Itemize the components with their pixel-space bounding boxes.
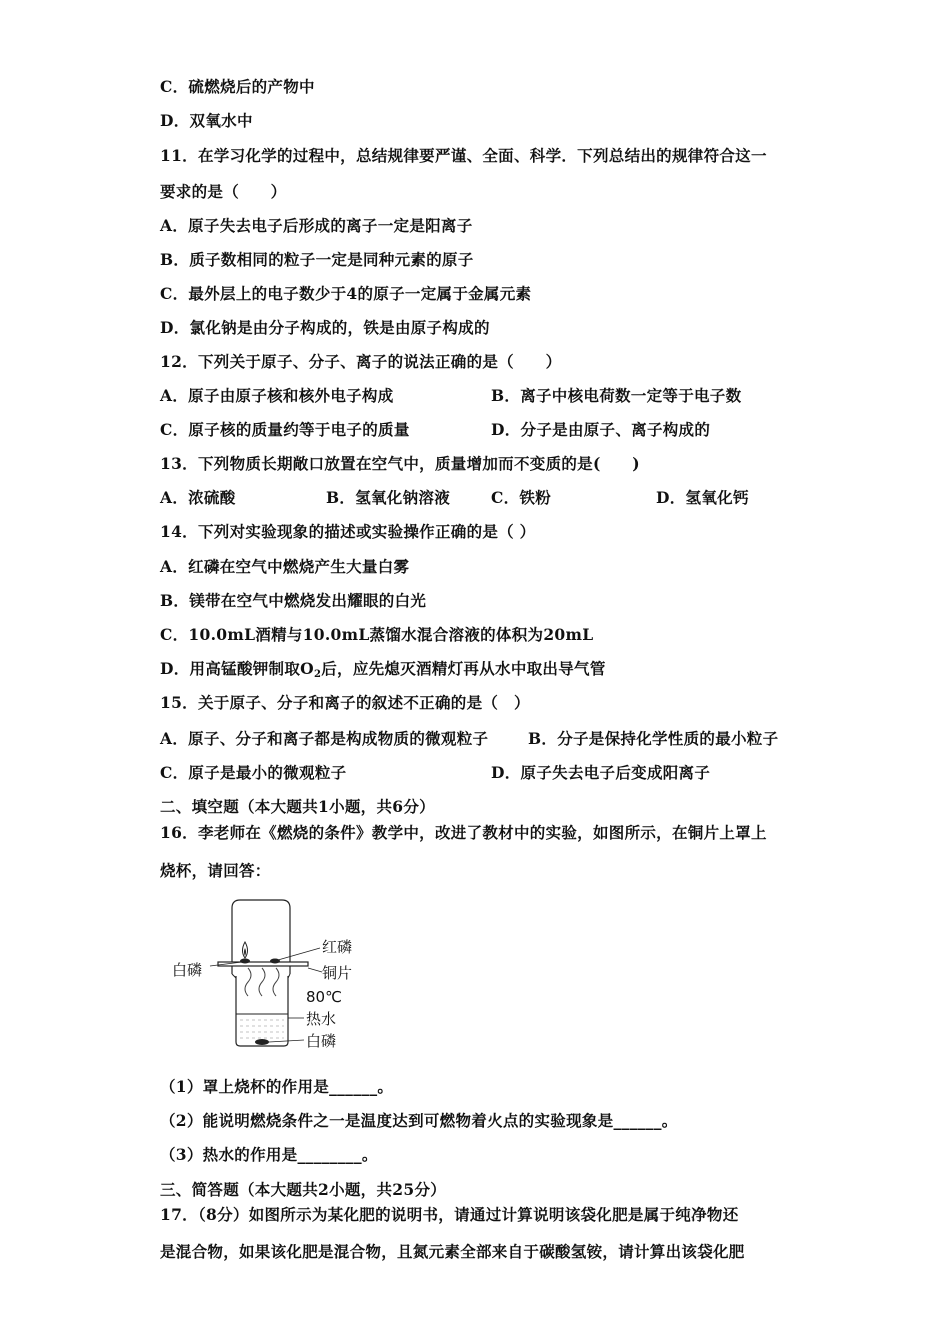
q14-option-d-subscript: 2 <box>313 669 322 680</box>
label-hot-water: 热水 <box>306 1010 337 1028</box>
question-16-stem-cont: 烧杯，请回答： <box>160 861 271 880</box>
q15-option-a: A．原子、分子和离子都是构成物质的微观粒子 <box>160 729 489 748</box>
section-3-heading: 三、简答题（本大题共2小题，共25分） <box>160 1180 447 1199</box>
question-13-stem: 13．下列物质长期敞口放置在空气中，质量增加而不变质的是( ) <box>160 454 640 473</box>
q15-option-c: C．原子是最小的微观粒子 <box>160 763 347 782</box>
label-white-phosphorus-bottom: 白磷 <box>306 1032 337 1050</box>
q11-option-c: C．最外层上的电子数少于4的原子一定属于金属元素 <box>160 284 532 303</box>
section-2-heading: 二、填空题（本大题共1小题，共6分） <box>160 797 435 816</box>
question-15-stem: 15．关于原子、分子和离子的叙述不正确的是（ ） <box>160 693 530 712</box>
label-copper-plate: 铜片 <box>322 964 353 982</box>
q12-option-c: C．原子核的质量约等于电子的质量 <box>160 420 410 439</box>
question-16-part-3: （3）热水的作用是________。 <box>160 1145 378 1164</box>
option-d-line: D．双氧水中 <box>160 111 253 130</box>
label-red-phosphorus: 红磷 <box>322 938 353 956</box>
option-c-line: C．硫燃烧后的产物中 <box>160 77 315 96</box>
question-16-part-2: （2）能说明燃烧条件之一是温度达到可燃物着火点的实验现象是______。 <box>160 1111 678 1130</box>
question-14-stem: 14．下列对实验现象的描述或实验操作正确的是（ ） <box>160 522 536 541</box>
question-12-stem: 12．下列关于原子、分子、离子的说法正确的是（ ） <box>160 352 562 371</box>
q14-option-d-pre: D．用高锰酸钾制取O <box>160 659 314 678</box>
q13-option-d: D．氢氧化钙 <box>656 488 749 507</box>
q11-option-d: D．氯化钠是由分子构成的，铁是由原子构成的 <box>160 318 490 337</box>
q15-option-b: B．分子是保持化学性质的最小粒子 <box>528 729 779 748</box>
label-temperature: 80℃ <box>306 988 342 1006</box>
question-17-stem-cont: 是混合物，如果该化肥是混合物，且氮元素全部来自于碳酸氢铵，请计算出该袋化肥 <box>160 1242 745 1261</box>
combustion-experiment-figure <box>170 896 370 1058</box>
q14-option-d <box>160 659 606 685</box>
q13-option-a: A．浓硫酸 <box>160 488 236 507</box>
q12-option-a: A．原子由原子核和核外电子构成 <box>160 386 394 405</box>
question-17-stem: 17．（8分）如图所示为某化肥的说明书，请通过计算说明该袋化肥是属于纯净物还 <box>160 1205 739 1224</box>
q14-option-c: C．10.0mL酒精与10.0mL蒸馏水混合溶液的体积为20mL <box>160 625 594 644</box>
question-16-stem: 16．李老师在《燃烧的条件》教学中，改进了教材中的实验，如图所示，在铜片上罩上 <box>160 823 767 842</box>
q14-option-d-post: 后，应先熄灭酒精灯再从水中取出导气管 <box>321 659 606 678</box>
q12-option-b: B．离子中核电荷数一定等于电子数 <box>491 386 742 405</box>
q14-option-a: A．红磷在空气中燃烧产生大量白雾 <box>160 557 410 576</box>
question-11-stem-cont: 要求的是（ ） <box>160 182 287 201</box>
q11-option-a: A．原子失去电子后形成的离子一定是阳离子 <box>160 216 473 235</box>
q12-option-d: D．分子是由原子、离子构成的 <box>491 420 711 439</box>
q13-option-b: B．氢氧化钠溶液 <box>326 488 451 507</box>
q14-option-b: B．镁带在空气中燃烧发出耀眼的白光 <box>160 591 427 610</box>
q15-option-d: D．原子失去电子后变成阳离子 <box>491 763 711 782</box>
question-16-part-1: （1）罩上烧杯的作用是______。 <box>160 1077 394 1096</box>
q13-option-c: C．铁粉 <box>491 488 552 507</box>
q11-option-b: B．质子数相同的粒子一定是同种元素的原子 <box>160 250 474 269</box>
label-white-phosphorus-left: 白磷 <box>172 961 203 979</box>
question-11-stem: 11．在学习化学的过程中，总结规律要严谨、全面、科学．下列总结出的规律符合这一 <box>160 146 767 165</box>
